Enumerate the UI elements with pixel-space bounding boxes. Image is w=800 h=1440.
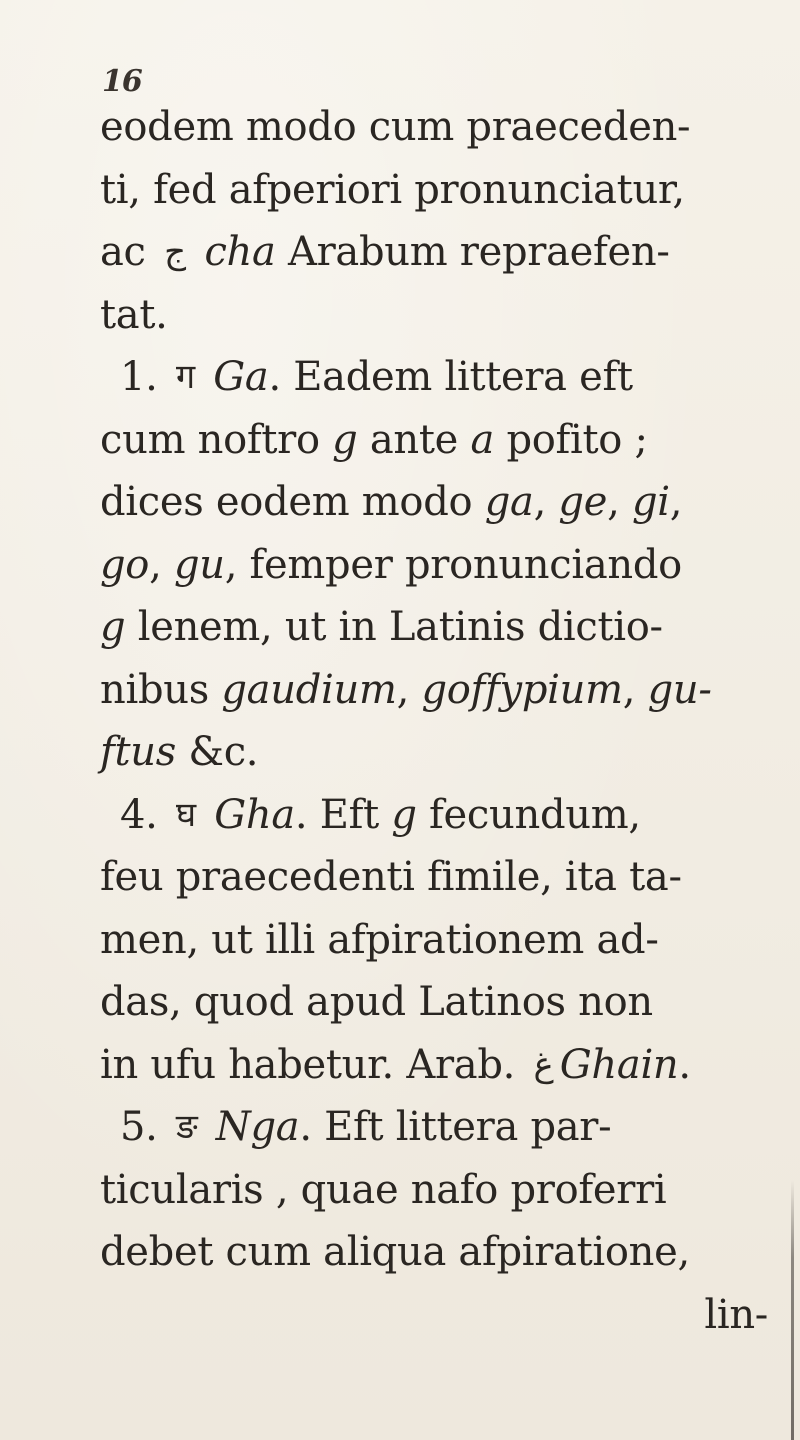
italic-text-run: Nga	[215, 1104, 300, 1150]
text-run: ,	[149, 541, 174, 588]
text-line	[100, 96, 790, 159]
italic-text-run: g	[100, 604, 126, 650]
italic-text-run: go	[100, 541, 150, 588]
text-run: ,	[669, 479, 683, 525]
text-run: ticularis , quae nafo proferri	[100, 1166, 667, 1213]
italic-text-run: Ga	[213, 354, 269, 400]
text-run: Arabum repraefen-	[275, 229, 670, 275]
text-line	[100, 1221, 790, 1284]
text-run	[192, 229, 204, 275]
text-run: .	[678, 1041, 691, 1088]
italic-text-run: gi	[631, 479, 670, 525]
script-character: ङ	[175, 1107, 198, 1147]
text-line	[100, 846, 790, 909]
text-line	[100, 221, 790, 284]
text-line	[100, 596, 790, 659]
text-line	[100, 1284, 790, 1347]
text-run: ti, fed afperiori pronunciatur,	[100, 166, 685, 213]
text-run: nibus	[100, 666, 222, 713]
italic-text-run: gu	[173, 541, 225, 588]
script-character: घ	[175, 794, 196, 835]
italic-text-run: g	[332, 416, 358, 463]
italic-text-run: Gha	[214, 791, 295, 838]
text-run: ante	[357, 416, 471, 463]
italic-text-run: a	[470, 416, 495, 463]
italic-text-run: g	[391, 791, 417, 838]
page-number: 16	[102, 64, 142, 99]
text-line	[100, 909, 790, 972]
text-line	[100, 1159, 790, 1222]
text-run: fecundum,	[416, 791, 641, 838]
text-line	[100, 284, 790, 347]
italic-text-run: gu-	[647, 666, 712, 713]
italic-text-run: goffypium	[421, 666, 623, 713]
text-line	[100, 659, 790, 722]
text-run: lin-	[704, 1291, 768, 1338]
body-text	[100, 96, 790, 1346]
text-line	[100, 971, 790, 1034]
script-character: غ	[533, 1044, 554, 1085]
text-line	[100, 534, 790, 597]
text-run: , femper pronunciando	[224, 541, 682, 588]
text-run: men, ut illi afpirationem ad-	[100, 916, 659, 963]
italic-text-run: cha	[204, 229, 276, 275]
text-run: lenem, ut in Latinis dictio-	[125, 604, 663, 650]
text-line	[100, 1034, 790, 1097]
italic-text-run: ftus	[100, 729, 176, 775]
text-line	[100, 784, 790, 847]
text-run: ,	[607, 479, 632, 525]
italic-text-run: gaudium	[221, 666, 397, 713]
text-run: ,	[533, 479, 559, 525]
text-run: das, quod apud Latinos non	[100, 979, 653, 1025]
text-run: feu praecedenti fimile, ita ta-	[100, 854, 682, 900]
text-run	[203, 1104, 215, 1150]
text-run: . Eft	[294, 791, 392, 838]
text-line	[100, 1096, 790, 1159]
text-run: pofito ;	[494, 416, 648, 463]
text-run: ac	[100, 229, 159, 275]
text-run: dices eodem modo	[100, 479, 485, 525]
text-line	[100, 159, 790, 222]
text-run: eodem modo cum praeceden-	[100, 104, 691, 150]
text-line	[100, 346, 790, 409]
text-run: . Eft littera par-	[299, 1104, 612, 1150]
text-run: ,	[622, 666, 648, 713]
text-run: cum noftro	[100, 416, 333, 463]
text-run: debet cum aliqua afpiratione,	[100, 1229, 690, 1275]
text-run: . Eadem littera eft	[268, 354, 633, 400]
text-run	[202, 792, 214, 838]
script-character: ग	[175, 357, 195, 397]
text-run: tat.	[100, 291, 168, 338]
italic-text-run: Ghain	[559, 1041, 679, 1088]
script-character: ج	[164, 232, 187, 272]
italic-text-run: ga	[484, 479, 534, 525]
text-run: in ufu habetur. Arab.	[100, 1041, 528, 1088]
text-run: 5.	[120, 1104, 170, 1150]
text-line	[100, 409, 790, 472]
text-line	[100, 721, 790, 784]
text-run: 4.	[120, 791, 170, 838]
text-run: 1.	[120, 354, 170, 400]
text-run: ,	[396, 666, 422, 713]
text-run	[201, 354, 213, 400]
italic-text-run: ge	[558, 479, 608, 525]
text-run: &c.	[175, 729, 259, 775]
text-line	[100, 471, 790, 534]
page-edge-shadow	[791, 1180, 794, 1440]
